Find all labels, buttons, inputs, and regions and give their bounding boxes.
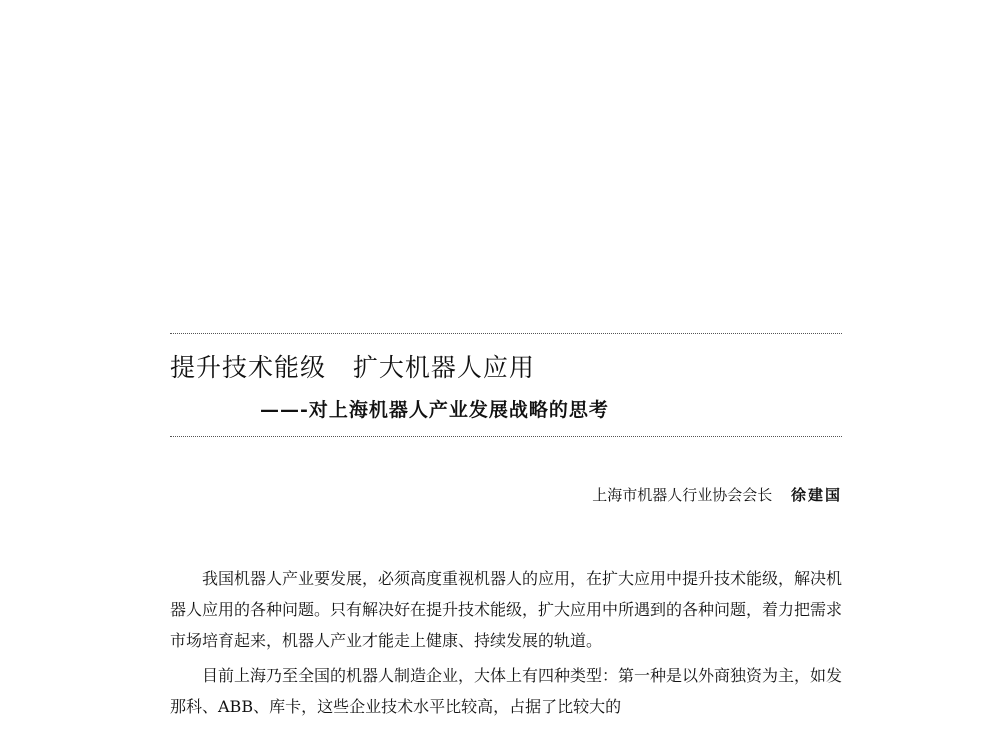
- author-name: 徐建国: [790, 486, 842, 504]
- article-subtitle: ——-对上海机器人产业发展战略的思考: [260, 399, 609, 421]
- body-paragraph: 我国机器人产业要发展，必须高度重视机器人的应用，在扩大应用中提升技术能级，解决机器人应用的各种问题。只有解决好在提升技术能级，扩大应用中所遇到的各种问题，着力把需求市场培育起来，机器人产业才能走上健康、持续发展的轨道。: [170, 569, 843, 650]
- body-paragraph: 目前上海乃至全国的机器人制造企业，大体上有四种类型：第一种是以外商独资为主，如发那科、ABB、库卡，这些企业技术水平比较高，占据了比较大的: [170, 666, 843, 716]
- author-affiliation: 上海市机器人行业协会会长: [592, 486, 773, 504]
- byline: [592, 484, 842, 505]
- article-body: [170, 563, 842, 726]
- top-divider: [170, 333, 842, 334]
- bottom-divider: [170, 436, 842, 437]
- article-title: 提升技术能级 扩大机器人应用: [170, 353, 535, 382]
